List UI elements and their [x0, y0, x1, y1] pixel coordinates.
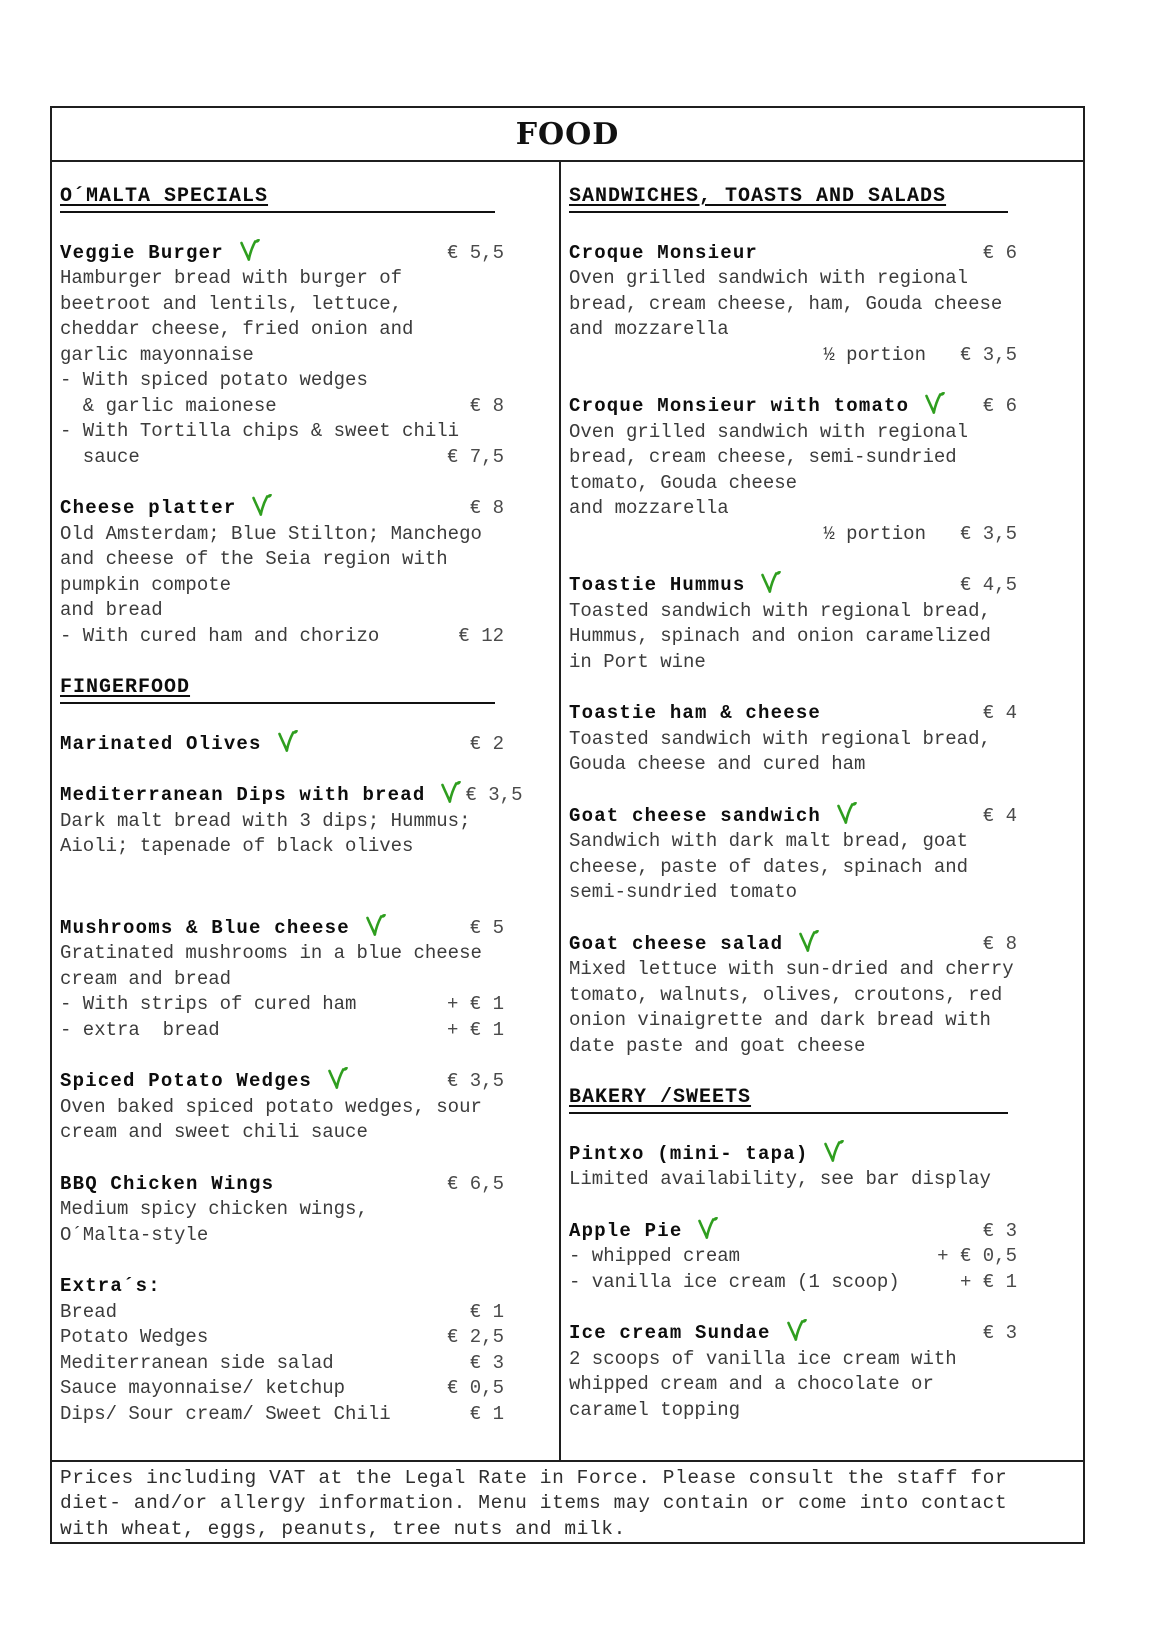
menu-item-description-line: Dark malt bread with 3 dips; Hummus;: [60, 809, 471, 832]
menu-item-price: € 8: [982, 932, 1017, 955]
menu-item-option-row: [60, 1351, 504, 1377]
option-price: € 8: [469, 394, 504, 417]
option-text: - extra bread: [60, 1018, 220, 1041]
menu-item-name-row: [569, 1321, 1017, 1347]
half-portion-row: [569, 522, 1017, 548]
menu-item-option-row: [60, 445, 504, 471]
menu-item-description-line: Gouda cheese and cured ham: [569, 753, 866, 775]
menu-item-name-row: [569, 1219, 1017, 1245]
menu-item-name: Toastie ham & cheese: [569, 702, 822, 724]
menu-item-price: € 4: [982, 804, 1017, 827]
menu-item-description-line: 2 scoops of vanilla ice cream with: [569, 1347, 957, 1370]
vegetarian-leaf-icon: [439, 780, 461, 804]
menu-item-description-line: O´Malta-style: [60, 1223, 209, 1246]
menu-item-description-line: Gratinated mushrooms in a blue cheese: [60, 942, 482, 964]
menu-item-name: BBQ Chicken Wings: [60, 1172, 275, 1195]
footer-note: [52, 1460, 1083, 1543]
vegetarian-leaf-icon: [835, 801, 857, 825]
vegetarian-leaf-icon: [822, 1139, 844, 1163]
menu-item-description-line: cheddar cheese, fried onion and: [60, 318, 414, 340]
option-price: + € 1: [959, 1270, 1017, 1293]
option-text: Potato Wedges: [60, 1326, 209, 1348]
menu-item-description-line: Toasted sandwich with regional bread,: [569, 599, 991, 622]
menu-item-price: € 5,5: [446, 241, 504, 264]
menu-item-description-line: tomato, walnuts, olives, croutons, red: [569, 983, 1003, 1006]
menu-item-option-row: [60, 419, 504, 445]
menu-item-price: € 3: [982, 1322, 1017, 1344]
menu-item-price: € 4,5: [959, 574, 1017, 596]
vegetarian-leaf-icon: [238, 238, 260, 262]
menu-item-option-row: [60, 1325, 504, 1351]
menu-item: [60, 496, 504, 649]
vegetarian-leaf-icon: [785, 1318, 807, 1342]
menu-item-description-line: Oven baked spiced potato wedges, sour: [60, 1095, 482, 1118]
menu-item-description-line: Old Amsterdam; Blue Stilton; Manchego: [60, 522, 482, 545]
footer-line: with wheat, eggs, peanuts, tree nuts and milk.: [60, 1517, 626, 1540]
menu-item-name: Apple Pie: [569, 1219, 683, 1242]
vegetarian-leaf-icon: [696, 1216, 718, 1240]
menu-item: [60, 916, 504, 1044]
menu-item-name: Goat cheese sandwich: [569, 804, 822, 827]
menu-item-description-line: Medium spicy chicken wings,: [60, 1198, 368, 1220]
menu-item-name: Veggie Burger: [60, 241, 224, 264]
menu-item-name-row: [60, 916, 504, 942]
menu-item-description-line: cream and sweet chili sauce: [60, 1121, 368, 1143]
menu-item-name: Spiced Potato Wedges: [60, 1070, 313, 1092]
option-text: - With strips of cured ham: [60, 993, 357, 1015]
menu-item-description-line: in Port wine: [569, 650, 706, 673]
menu-item-description-line: pumpkin compote: [60, 573, 232, 596]
left-column: [52, 162, 561, 1460]
option-text: Dips/ Sour cream/ Sweet Chili: [60, 1402, 391, 1425]
menu-item: [60, 732, 504, 758]
half-portion-price: € 3,5: [959, 343, 1017, 366]
option-text: Bread: [60, 1300, 118, 1323]
menu-item-description-line: bread, cream cheese, semi-sundried: [569, 446, 957, 468]
menu-item-name-row: [60, 1069, 504, 1095]
menu-item-description-line: beetroot and lentils, lettuce,: [60, 292, 403, 315]
menu-item-price: € 6: [982, 395, 1017, 417]
menu-item: [569, 701, 1017, 778]
menu-item-name: Toastie Hummus: [569, 574, 746, 596]
menu-item-name-row: [60, 496, 504, 522]
menu-title-text: FOOD: [515, 116, 620, 152]
menu-item-option-row: [60, 1018, 504, 1044]
section-heading-text: FINGERFOOD: [60, 676, 191, 699]
half-portion-row: [569, 343, 1017, 369]
menu-item-name-row: [60, 732, 504, 758]
menu-item-name: Cheese platter: [60, 497, 237, 519]
menu-item-price: € 8: [469, 497, 504, 519]
menu-item-description-line: Mixed lettuce with sun-dried and cherry: [569, 958, 1014, 980]
menu-item-description-line: bread, cream cheese, ham, Gouda cheese: [569, 292, 1003, 315]
menu-item-price: € 6,5: [446, 1172, 504, 1195]
menu-item-option-row: [60, 624, 504, 650]
menu-item-name: Croque Monsieur: [569, 241, 759, 264]
option-text: - whipped cream: [569, 1245, 741, 1267]
right-column: [561, 162, 1083, 1460]
menu-item-description-line: Oven grilled sandwich with regional: [569, 267, 969, 289]
option-text: Sauce mayonnaise/ ketchup: [60, 1377, 346, 1399]
vegetarian-leaf-icon: [923, 391, 945, 415]
section-heading-text: O´MALTA SPECIALS: [60, 185, 269, 208]
menu-item-description-line: and bread: [60, 599, 163, 621]
menu-item-name-row: [569, 701, 1017, 727]
menu-item: [569, 241, 1017, 369]
menu-item-name-row: [569, 241, 1017, 267]
menu-item-description-line: date paste and goat cheese: [569, 1034, 866, 1057]
option-price: + € 1: [446, 993, 504, 1015]
menu-item-option-row: [569, 1244, 1017, 1270]
vegetarian-leaf-icon: [326, 1066, 348, 1090]
menu-item-name: Pintxo (mini- tapa): [569, 1142, 809, 1165]
menu-item-description-line: Toasted sandwich with regional bread,: [569, 727, 991, 750]
option-price: + € 0,5: [937, 1245, 1017, 1267]
menu-item: [569, 573, 1017, 675]
menu-item-price: € 5: [469, 916, 504, 939]
half-portion-price: € 3,5: [959, 522, 1017, 545]
menu-item-name-row: [569, 804, 1017, 830]
menu-item: [569, 932, 1017, 1060]
menu-item-description-line: and mozzarella: [569, 318, 729, 340]
menu-item-description-line: Oven grilled sandwich with regional: [569, 420, 969, 443]
option-text: - With cured ham and chorizo: [60, 624, 380, 647]
menu-item-name-row: [60, 1274, 504, 1300]
menu-item-description-line: garlic mayonnaise: [60, 343, 254, 366]
option-text: - With Tortilla chips & sweet chili: [60, 420, 460, 442]
section-heading: [569, 184, 1008, 213]
section-heading: [569, 1085, 1008, 1114]
menu-item-description-line: cream and bread: [60, 967, 232, 990]
option-price: € 1: [469, 1402, 504, 1425]
option-price: € 0,5: [446, 1377, 504, 1399]
menu-item: [60, 1274, 504, 1427]
menu-item-price: € 4: [982, 702, 1017, 724]
menu-item-description-line: caramel topping: [569, 1398, 741, 1421]
menu-item-name-row: [60, 1172, 504, 1198]
menu-title: [52, 108, 1083, 162]
menu-item-price: € 3,5: [446, 1070, 504, 1092]
menu-item-name-row: [569, 932, 1017, 958]
menu-item: [569, 804, 1017, 906]
menu-item-name-row: [60, 783, 523, 809]
menu-item-name-row: [60, 241, 504, 267]
menu-item-description-line: Aioli; tapenade of black olives: [60, 835, 414, 857]
menu-item-description-line: and cheese of the Seia region with: [60, 548, 448, 570]
vegetarian-leaf-icon: [250, 493, 272, 517]
vegetarian-leaf-icon: [759, 570, 781, 594]
menu-item-description-line: Sandwich with dark malt bread, goat: [569, 830, 969, 852]
menu-item-name-row: [569, 573, 1017, 599]
option-text: sauce: [60, 445, 140, 468]
menu-item-description-line: onion vinaigrette and dark bread with: [569, 1009, 991, 1031]
section-heading-text: SANDWICHES, TOASTS AND SALADS: [569, 185, 947, 208]
half-portion-label: ½ portion: [823, 522, 926, 545]
vegetarian-leaf-icon: [797, 929, 819, 953]
menu-item-option-row: [60, 992, 504, 1018]
vegetarian-leaf-icon: [364, 913, 386, 937]
menu-item-description-line: semi-sundried tomato: [569, 881, 798, 903]
menu-item-name: Croque Monsieur with tomato: [569, 395, 910, 417]
menu-item-price: € 3: [982, 1219, 1017, 1242]
menu-item-description-line: Limited availability, see bar display: [569, 1168, 991, 1190]
section-heading: [60, 184, 495, 213]
footer-line: Prices including VAT at the Legal Rate in Force. Please consult the staff for: [60, 1466, 1008, 1489]
menu-item-option-row: [60, 1402, 504, 1428]
option-text: Mediterranean side salad: [60, 1351, 334, 1374]
menu-item-name: Ice cream Sundae: [569, 1322, 771, 1344]
menu-item: [60, 783, 523, 860]
option-price: € 3: [469, 1351, 504, 1374]
half-portion-label: ½ portion: [823, 343, 926, 366]
menu-item-name: Marinated Olives: [60, 732, 262, 755]
menu-item-name: Goat cheese salad: [569, 932, 784, 955]
menu-item-price: € 6: [982, 241, 1017, 264]
menu-item: [569, 1142, 1017, 1193]
option-price: € 1: [469, 1300, 504, 1323]
menu-item-description-line: Hummus, spinach and onion caramelized: [569, 625, 991, 647]
menu-item-name: Mediterranean Dips with bread: [60, 784, 426, 806]
option-price: € 2,5: [446, 1326, 504, 1348]
option-text: - With spiced potato wedges: [60, 369, 368, 391]
menu-columns: [52, 162, 1083, 1460]
menu-page: [50, 106, 1085, 1544]
menu-item-name: Mushrooms & Blue cheese: [60, 916, 350, 939]
menu-item-option-row: [569, 1270, 1017, 1296]
menu-item-description-line: tomato, Gouda cheese: [569, 471, 798, 494]
menu-item-price: € 3,5: [465, 784, 523, 806]
vegetarian-leaf-icon: [276, 729, 298, 753]
menu-item-name: Extra´s:: [60, 1275, 161, 1297]
option-price: € 12: [458, 624, 504, 647]
menu-item-name-row: [569, 394, 1017, 420]
section-heading: [60, 675, 495, 704]
footer-line: diet- and/or allergy information. Menu items may contain or come into contact: [60, 1492, 1008, 1514]
menu-item-name-row: [569, 1142, 1017, 1168]
option-text: - vanilla ice cream (1 scoop): [569, 1270, 900, 1293]
menu-item-price: € 2: [469, 732, 504, 755]
menu-item: [60, 1172, 504, 1249]
menu-item-description-line: and mozzarella: [569, 497, 729, 519]
menu-item-description-line: Hamburger bread with burger of: [60, 267, 403, 289]
menu-item-description-line: whipped cream and a chocolate or: [569, 1373, 934, 1395]
menu-item: [60, 1069, 504, 1146]
menu-item-option-row: [60, 1376, 504, 1402]
menu-item-option-row: [60, 1300, 504, 1326]
menu-item: [569, 394, 1017, 547]
option-price: + € 1: [446, 1018, 504, 1041]
menu-item-option-row: [60, 368, 504, 394]
option-text: & garlic maionese: [60, 394, 277, 417]
menu-item-option-row: [60, 394, 504, 420]
menu-item: [60, 241, 504, 471]
section-heading-text: BAKERY /SWEETS: [569, 1086, 752, 1109]
menu-item: [569, 1321, 1017, 1423]
menu-item-description-line: cheese, paste of dates, spinach and: [569, 855, 969, 878]
menu-item: [569, 1219, 1017, 1296]
option-price: € 7,5: [446, 445, 504, 468]
